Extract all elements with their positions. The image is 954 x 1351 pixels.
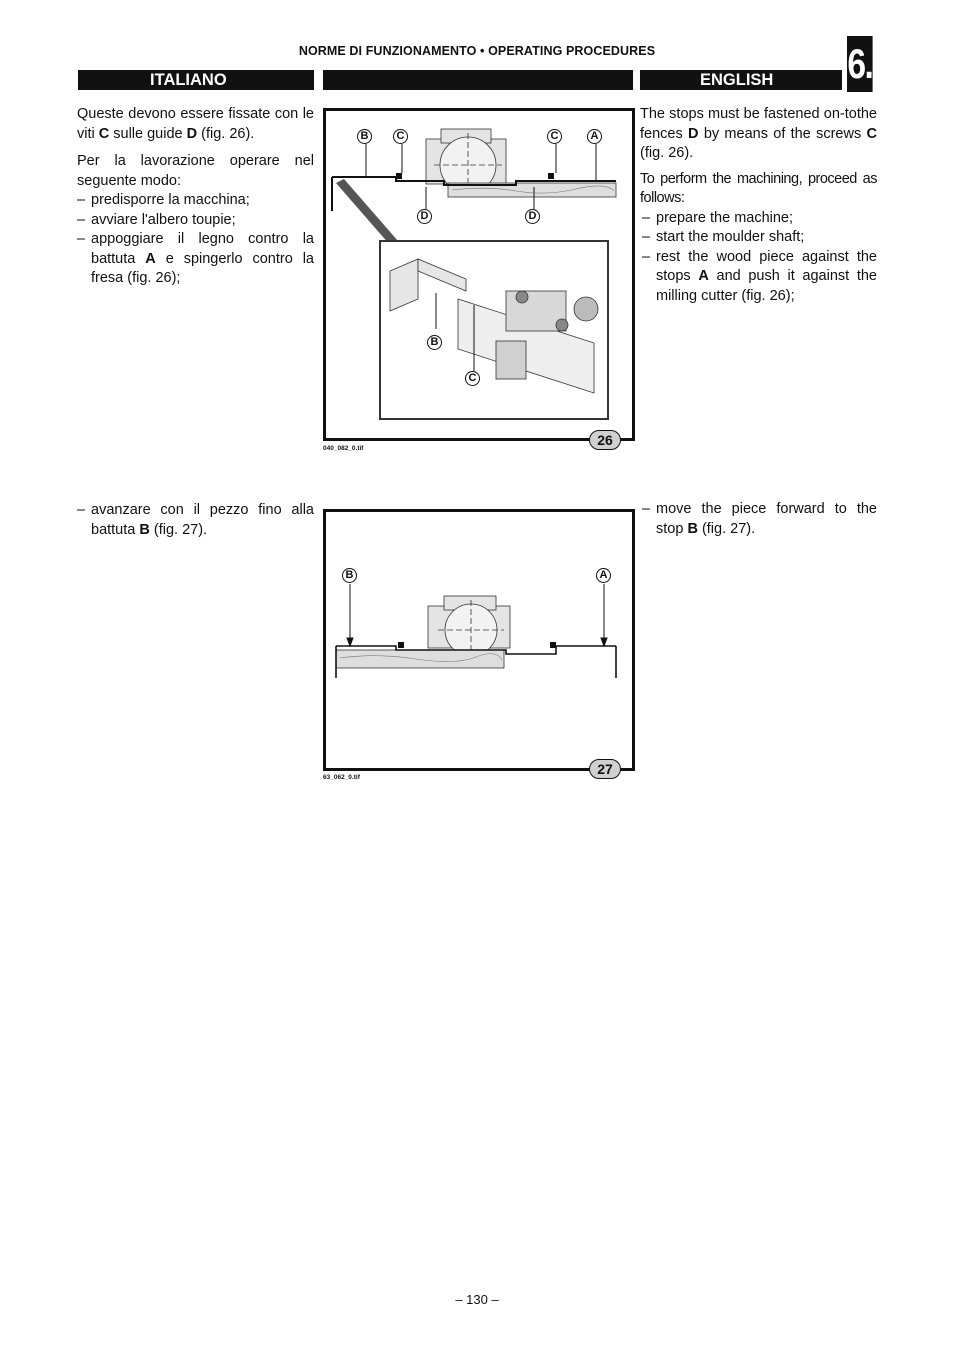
list-item: – rest the wood piece against the stops A and push it against the milling cutter (fig. 26); xyxy=(640,248,877,307)
italian-paragraph-2: Per la lavorazione operare nel seguente modo: xyxy=(77,153,314,189)
english-step-list xyxy=(640,209,877,307)
italian-paragraph-1: Queste devono essere fissate con le viti C sulle guide D (fig. 26). xyxy=(77,106,314,142)
figure-number-27: 27 xyxy=(589,759,621,779)
figure-27-filename: 63_062_0.tif xyxy=(323,774,360,781)
list-item: – appoggiare il legno contro la battuta A e spingerlo contro la fresa (fig. 26); xyxy=(77,230,314,289)
list-item: – predisporre la macchina; xyxy=(77,191,314,211)
list-item: – start the moulder shaft; xyxy=(640,228,877,248)
figure-number-26: 26 xyxy=(589,430,621,450)
italian-step-list xyxy=(77,191,314,289)
callout-c: C xyxy=(465,371,480,386)
figure-27-drawing xyxy=(326,512,632,768)
callout-a: A xyxy=(587,129,602,144)
center-bar xyxy=(323,70,633,90)
callout-c: C xyxy=(393,129,408,144)
italian-bar: ITALIANO xyxy=(78,70,314,90)
english-section-1 xyxy=(640,105,877,306)
callout-d: D xyxy=(417,209,432,224)
callout-b: B xyxy=(342,568,357,583)
figure-26-filename: 040_082_0.tif xyxy=(323,445,364,452)
english-bar: ENGLISH xyxy=(640,70,842,90)
list-item: – prepare the machine; xyxy=(640,209,877,229)
english-paragraph-1: The stops must be fastened on-tothe fences D by means of the screws C (fig. 26). xyxy=(640,106,878,161)
chapter-number: 6. xyxy=(847,36,873,92)
english-step-list-2 xyxy=(640,500,877,539)
figure-27 xyxy=(323,509,635,771)
figure-26-drawing xyxy=(326,111,632,438)
callout-b: B xyxy=(427,335,442,350)
english-section-2 xyxy=(640,500,877,539)
callout-d: D xyxy=(525,209,540,224)
list-item: – avviare l'albero toupie; xyxy=(77,211,314,231)
callout-a: A xyxy=(596,568,611,583)
italian-section-1 xyxy=(77,105,314,289)
callout-c: C xyxy=(547,129,562,144)
italian-section-2 xyxy=(77,501,314,540)
page-number: – 130 – xyxy=(455,1292,499,1307)
italian-step-list-2 xyxy=(77,501,314,540)
list-item: – move the piece forward to the stop B (fig. 27). xyxy=(640,500,877,539)
english-paragraph-2: To perform the machining, proceed as follows: xyxy=(640,170,877,206)
figure-26 xyxy=(323,108,635,441)
list-item: – avanzare con il pezzo fino alla battuta B (fig. 27). xyxy=(77,501,314,540)
running-head: NORME DI FUNZIONAMENTO • OPERATING PROCEDURES xyxy=(298,44,656,58)
callout-b: B xyxy=(357,129,372,144)
